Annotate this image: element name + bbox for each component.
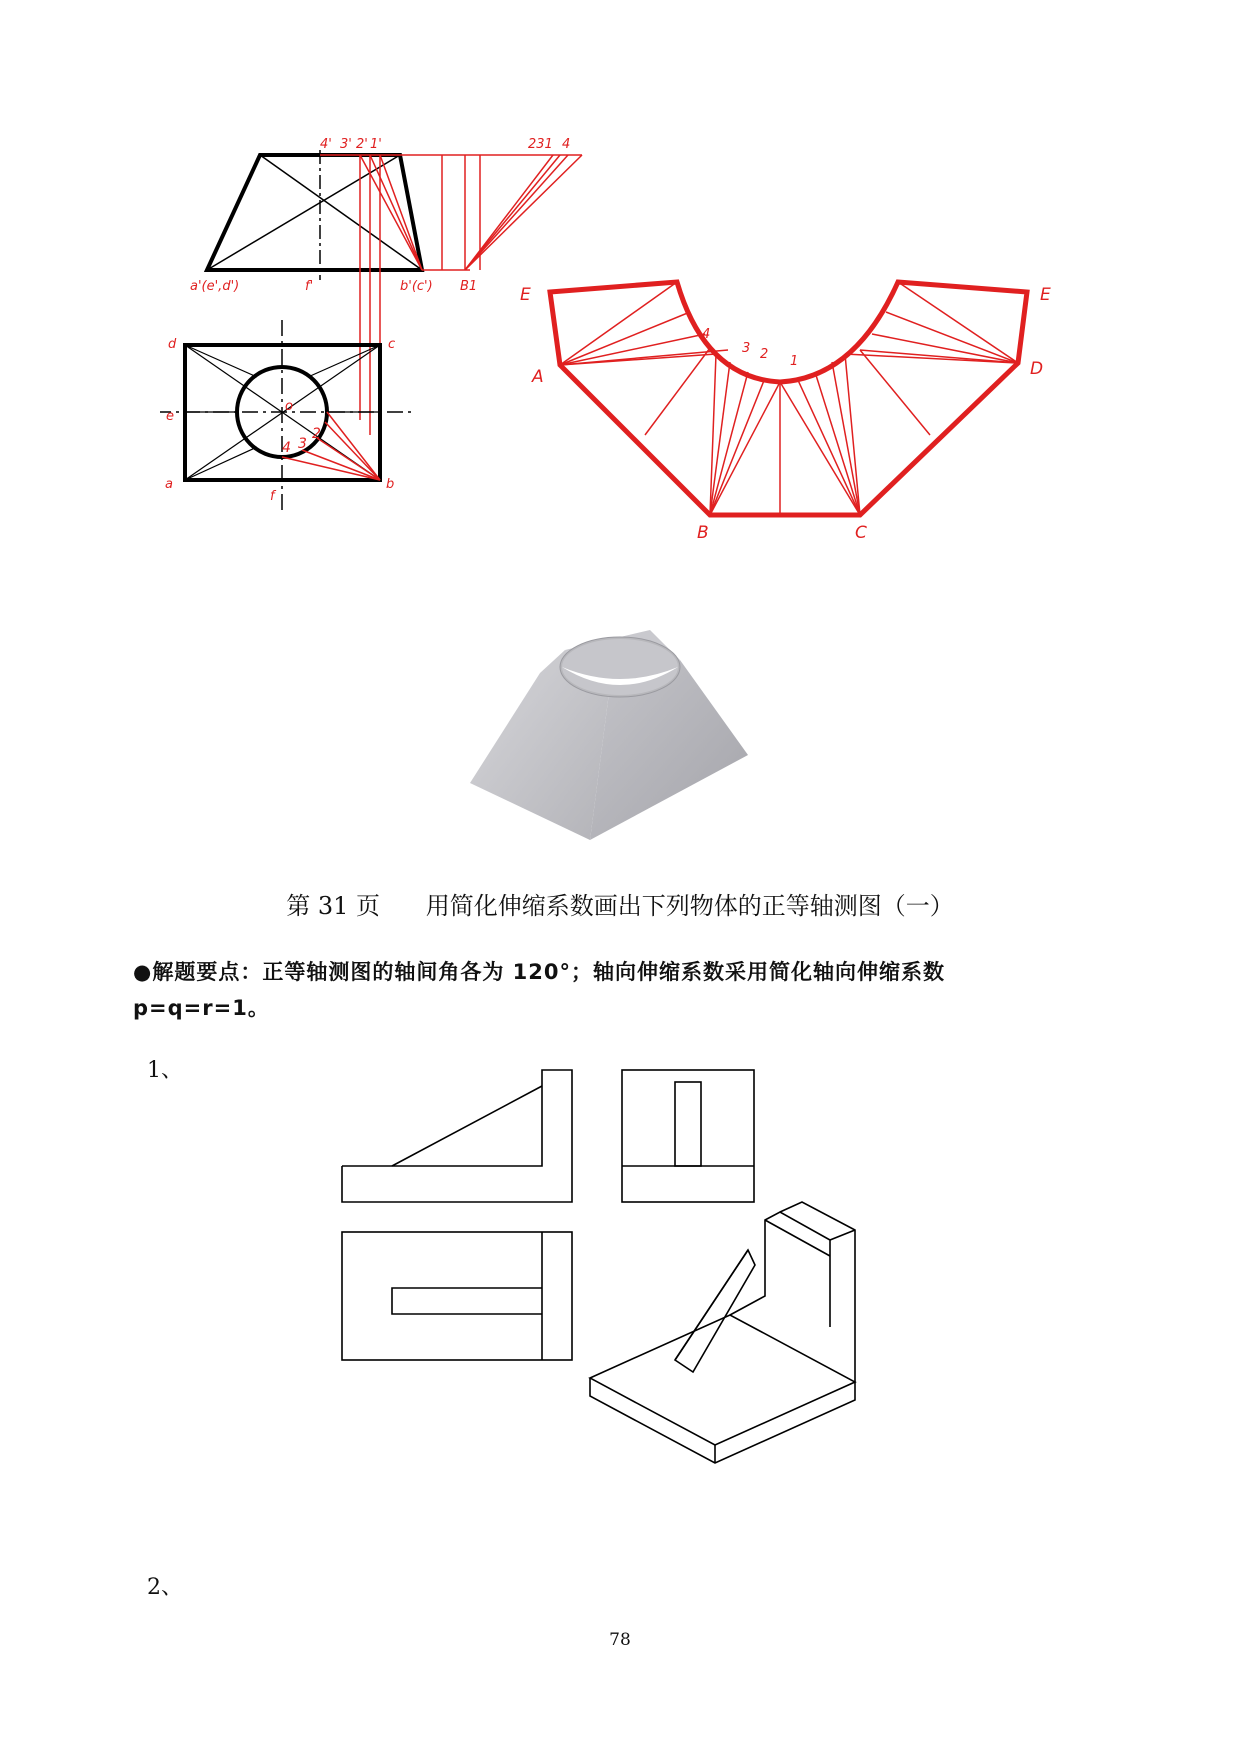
key-points-line1: ●解题要点：正等轴测图的轴间角各为 120°；轴向伸缩系数采用简化轴向伸缩系数 [133, 960, 945, 984]
dev-label-C: C [855, 523, 867, 543]
key-points [133, 954, 1103, 1026]
front-label-3p: 3' [340, 137, 352, 152]
problem-number-1: 1、 [147, 1058, 183, 1083]
top-label-2: 2 [312, 426, 321, 442]
top-label-d: d [168, 337, 177, 352]
top-label-f: f [270, 489, 275, 504]
dev-label-E-right: E [1040, 285, 1051, 305]
dev-label-E-left: E [520, 285, 531, 305]
dev-label-4: 4 [702, 327, 711, 342]
top-label-4: 4 [282, 440, 291, 456]
front-label-4: 4 [562, 137, 571, 152]
dev-label-3: 3 [742, 341, 751, 356]
dev-label-B: B [697, 523, 709, 543]
top-label-3: 3 [298, 436, 307, 452]
shaded-3d-model [470, 625, 770, 850]
dev-label-A: A [532, 367, 544, 387]
top-label-e: e [166, 409, 174, 424]
front-view-trapezoid [207, 155, 422, 270]
front-label-b: b'(c') [400, 279, 433, 294]
dev-label-D: D [1030, 359, 1044, 379]
front-label-231: 231 [528, 137, 553, 152]
dev-label-1: 1 [790, 354, 799, 369]
top-label-a: a [165, 477, 173, 492]
front-label-B1: B1 [460, 279, 478, 294]
problem-1-drawings [330, 1060, 870, 1480]
development-outline [550, 282, 1027, 515]
problem-number-2: 2、 [147, 1575, 183, 1600]
dev-label-2: 2 [760, 347, 769, 362]
front-label-2p: 2' [356, 137, 368, 152]
front-label-a: a'(e',d') [190, 279, 240, 294]
page-number: 78 [609, 1630, 631, 1650]
top-label-b: b [386, 477, 395, 492]
top-label-c: c [388, 337, 396, 352]
section-title: 第 31 页 用简化伸缩系数画出下列物体的正等轴测图（一） [286, 892, 954, 920]
key-points-line2: p=q=r=1。 [133, 996, 270, 1020]
surface-development-figure [520, 270, 1080, 550]
front-label-1p: 1' [370, 137, 382, 152]
front-label-f: f' [305, 279, 314, 294]
top-label-o: o [285, 399, 293, 414]
front-label-4p: 4' [320, 137, 332, 152]
